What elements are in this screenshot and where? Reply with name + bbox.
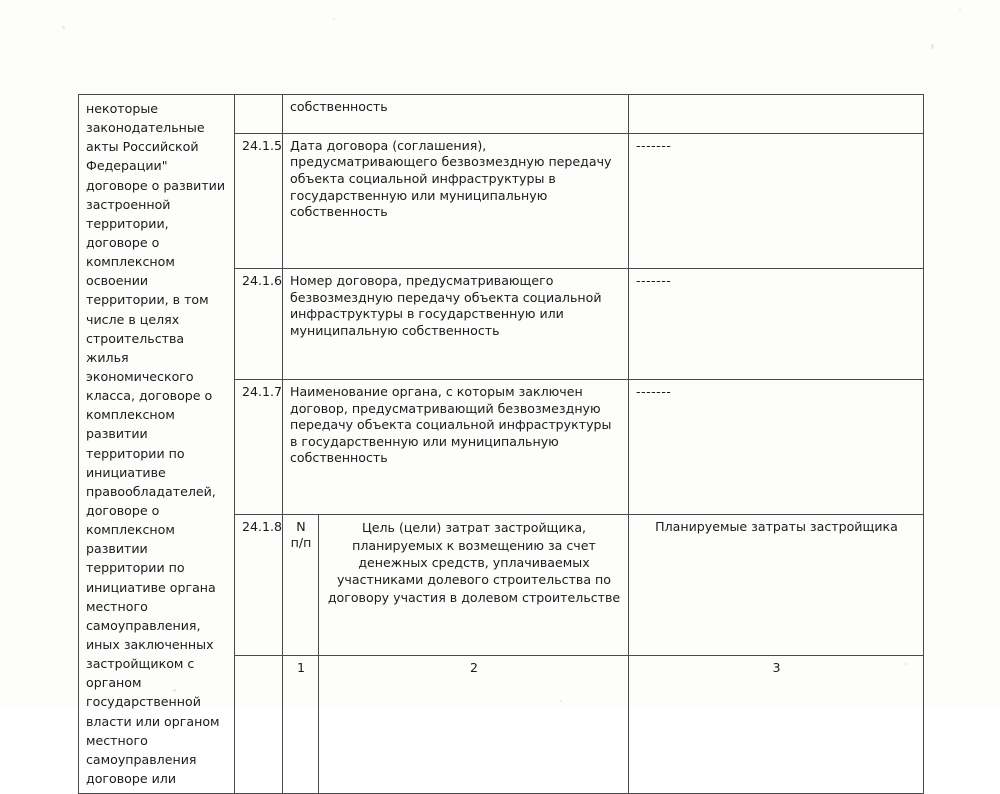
row-value: -------: [629, 268, 924, 379]
row-value: [629, 95, 924, 134]
row-label: Наименование органа, с которым заключен договор, предусматривающий безвозмездную передачу объекта социальной инфраструктуры в государственную или муниципальную собственность: [283, 380, 629, 515]
form-table: [78, 94, 924, 794]
index-np: 1: [283, 656, 319, 794]
empty-number-cell: [235, 656, 283, 794]
index-costs: 3: [629, 656, 924, 794]
subtable-number: 24.1.8: [235, 515, 283, 656]
index-purpose: 2: [319, 656, 629, 794]
row-label: Дата договора (соглашения), предусматривающего безвозмездную передачу объекта социальной инфраструктуры в государственную или муниципальную собственность: [283, 133, 629, 268]
table-row: [79, 95, 924, 134]
row-number: 24.1.6: [235, 268, 283, 379]
row-value: -------: [629, 133, 924, 268]
subtable-header-costs: Планируемые затраты застройщика: [629, 515, 924, 656]
row-number: 24.1.5: [235, 133, 283, 268]
row-label: собственность: [283, 95, 629, 134]
row-number: 24.1.7: [235, 380, 283, 515]
subtable-header-np: N п/п: [283, 515, 319, 656]
row-value: -------: [629, 380, 924, 515]
row-label: Номер договора, предусматривающего безвозмездную передачу объекта социальной инфраструктуры в государственную или муниципальную собственность: [283, 268, 629, 379]
left-description-cell: некоторые законодательные акты Российской Федерации" договоре о развитии застроенной территории, договоре о комплексном освоении территории, в том числе в целях строительства жилья экономического класса, договоре о комплексном развитии территории по инициативе правообладателей, договоре о комплексном развитии территории по инициативе органа местного самоуправления, иных заключенных застройщиком с органом государственной власти или органом местного самоуправления договоре или: [79, 95, 235, 794]
subtable-header-purpose: Цель (цели) затрат застройщика, планируемых к возмещению за счет денежных средств, уплачиваемых участниками долевого строительства по договору участия в долевом строительстве: [319, 515, 629, 656]
row-number: [235, 95, 283, 134]
